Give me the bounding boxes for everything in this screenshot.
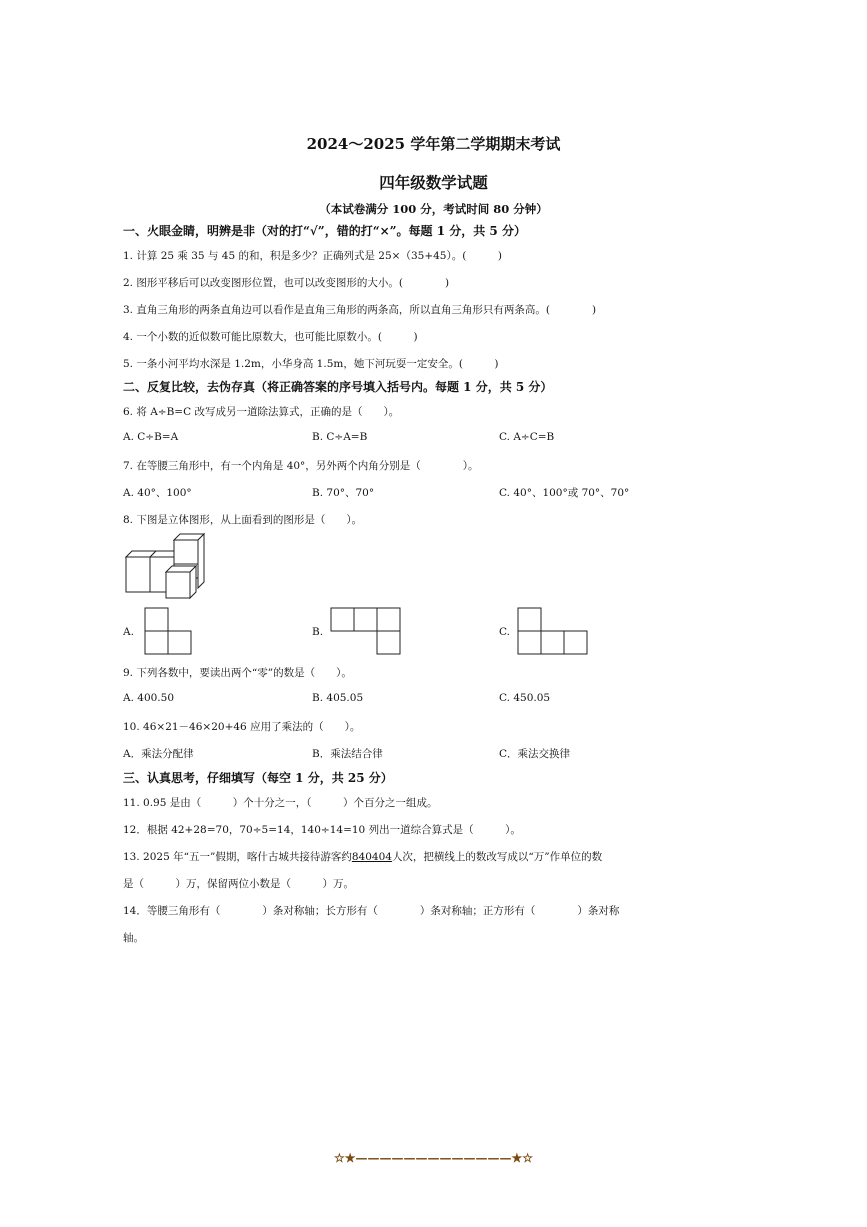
question-10-option-a: A．乘法分配律 — [123, 748, 194, 760]
question-2: 2. 图形平移后可以改变图形位置，也可以改变图形的大小。( ) — [123, 277, 450, 289]
question-9: 9. 下列各数中，要读出两个“零”的数是（ ）。 — [123, 667, 352, 679]
question-13-line-2: 是（ ）万，保留两位小数是（ ）万。 — [123, 878, 354, 890]
question-8-option-b: B. — [312, 626, 324, 638]
question-4: 4. 一个小数的近似数可能比原数大，也可能比原数小。( ) — [123, 331, 418, 343]
question-7-option-b: B. 70°、70° — [312, 487, 375, 499]
question-1: 1. 计算 25 乘 35 与 45 的和，积是多少？正确列式是 25×（35+45）。( ) — [123, 250, 502, 262]
section-2-heading: 二、反复比较，去伪存真（将正确答案的序号填入括号内。每题 1 分，共 5 分） — [123, 380, 553, 394]
section-1-heading: 一、火眼金睛，明辨是非（对的打“√”，错的打“×”。每题 1 分，共 5 分） — [123, 224, 526, 238]
question-8-option-c: C. — [499, 626, 510, 638]
question-13 — [123, 849, 602, 864]
option-a-view-figure — [144, 607, 194, 655]
exam-subtitle: 四年级数学试题 — [379, 173, 488, 192]
question-7: 7. 在等腰三角形中，有一个内角是 40°，另外两个内角分别是（ ）。 — [123, 460, 479, 472]
question-7-option-a: A. 40°、100° — [123, 487, 192, 499]
question-9-option-a: A. 400.50 — [123, 692, 174, 704]
question-12: 12．根据 42+28=70，70÷5=14，140÷14=10 列出一道综合算式是（ ）。 — [123, 824, 521, 836]
question-10-option-b: B．乘法结合律 — [312, 748, 383, 760]
question-8: 8. 下图是立体图形，从上面看到的图形是（ ）。 — [123, 514, 363, 526]
option-b-view-figure — [330, 607, 402, 655]
question-13-prefix: 13. 2025 年“五一”假期，喀什古城共接待游客约 — [123, 851, 352, 863]
option-c-view-figure — [517, 607, 590, 655]
question-14-line-2: 轴。 — [123, 932, 144, 944]
question-13-suffix: 人次，把横线上的数改写成以“万”作单位的数 — [391, 851, 603, 863]
question-6-option-b: B. C÷A=B — [312, 431, 368, 443]
question-14: 14．等腰三角形有（ ）条对称轴；长方形有（ ）条对称轴；正方形有（ ）条对称 — [123, 905, 620, 917]
question-5: 5. 一条小河平均水深是 1.2m，小华身高 1.5m，她下河玩耍一定安全。( ) — [123, 358, 499, 370]
question-10: 10. 46×21－46×20+46 应用了乘法的（ ）。 — [123, 721, 361, 733]
question-6: 6. 将 A÷B=C 改写成另一道除法算式，正确的是（ ）。 — [123, 406, 400, 418]
section-3-heading: 三、认真思考，仔细填写（每空 1 分，共 25 分） — [123, 771, 393, 785]
question-7-option-c: C. 40°、100°或 70°、70° — [499, 487, 630, 499]
footer-decoration: ☆★—————————————★☆ — [333, 1151, 534, 1165]
cube-solid-figure — [120, 530, 220, 605]
question-10-option-c: C．乘法交换律 — [499, 748, 571, 760]
exam-note: （本试卷满分 100 分，考试时间 80 分钟） — [319, 202, 548, 216]
question-11: 11. 0.95 是由（ ）个十分之一，（ ）个百分之一组成。 — [123, 797, 438, 809]
question-9-option-b: B. 405.05 — [312, 692, 364, 704]
question-6-option-a: A. C÷B=A — [123, 431, 179, 443]
exam-title: 2024～2025 学年第二学期期末考试 — [306, 135, 561, 153]
question-6-option-c: C. A÷C=B — [499, 431, 555, 443]
question-8-option-a: A. — [123, 626, 134, 638]
question-9-option-c: C. 450.05 — [499, 692, 551, 704]
question-3: 3. 直角三角形的两条直角边可以看作是直角三角形的两条高，所以直角三角形只有两条高。( ) — [123, 304, 597, 316]
question-13-number: 840404 — [351, 851, 392, 863]
